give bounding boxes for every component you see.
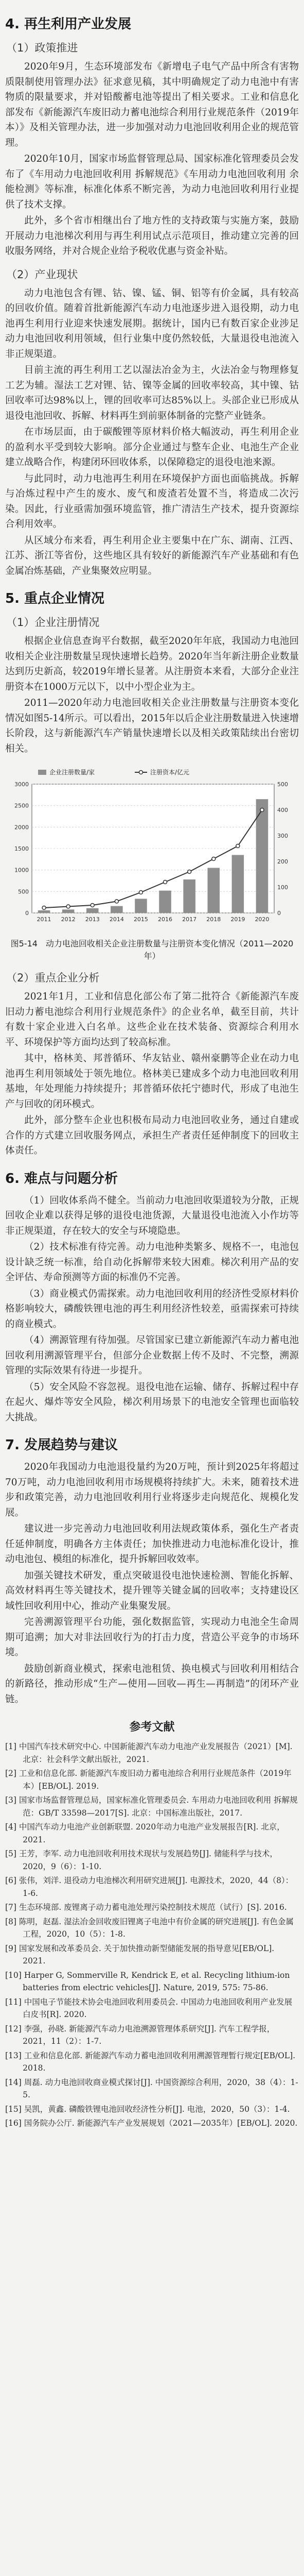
paragraph: （4）溯源管理有待加强。尽管国家已建立新能源汽车动力蓄电池回收利用溯源管理平台，但部分企业数据上传不及时、不完整，溯源管理的实际效果有待进一步提升。	[5, 1335, 299, 1376]
line-point	[188, 870, 191, 874]
y-left-tick-label: 2500	[14, 802, 29, 809]
y-right-tick-label: 100	[277, 884, 288, 891]
y-right-tick-label: 200	[277, 858, 288, 865]
paragraph: 2020年我国动力电池退役量约为20万吨，预计到2025年将超过70万吨，动力电池回收利用市场规模将持续扩大。未来，随着技术进步和政策完善，动力电池回收利用行业将逐步走向规范化、规模化发展。	[5, 1462, 299, 1518]
paragraph: （5）安全风险不容忽视。退役电池在运输、储存、拆解过程中存在起火、爆炸等安全风险，梯次利用场景下的电池安全管理也面临较大挑战。	[5, 1381, 299, 1423]
figure-caption: 图5-14 动力电池回收相关企业注册数量与注册资本变化情况（2011—2020年）	[10, 939, 294, 961]
reference-item: [3] 国家市场监督管理总局，国家标准化管理委员会. 车用动力电池回收利用 拆解规范：GB/T 33598—2017[S]. 北京：中国标准出版社，2017.	[5, 1795, 298, 1818]
line-point	[66, 905, 70, 908]
paragraph: 此外，多个省市相继出台了地方性的支持政策与实施方案，鼓励开展动力电池梯次利用与再生利用试点示范项目，推动建立完善的回收服务网络，并对合规企业给予税收优惠与资金补贴。	[5, 215, 299, 257]
x-tick-label: 2011	[37, 916, 51, 923]
section-heading: 4. 再生利用产业发展	[5, 16, 132, 32]
y-left-tick-label: 1500	[14, 845, 29, 852]
paragraph: 2021年1月，工业和信息化部公布了第二批符合《新能源汽车废旧动力蓄电池综合利用行业规范条件》的企业名单，截至目前，共计有数十家企业进入白名单。这些企业在技术装备、资源综合利用水平、环境保护等方面均达到了较高标准。	[5, 991, 299, 1048]
subsection-heading: （2）产业现状	[6, 268, 78, 281]
bar	[38, 910, 50, 913]
section-heading: 6. 难点与问题分析	[5, 1171, 118, 1187]
line-point	[212, 857, 216, 861]
bar	[135, 899, 147, 913]
reference-item: [9] 国家发展和改革委员会. 关于加快推动新型储能发展的指导意见[EB/OL]. 2021.	[5, 1943, 275, 1965]
y-right-tick-label: 500	[277, 781, 288, 788]
bar	[111, 906, 123, 913]
x-tick-label: 2014	[109, 916, 124, 923]
reference-item: [14] 周磊. 动力电池回收商业模式探讨[J]. 中国资源综合利用，2020，38（4）：1-5.	[5, 2077, 298, 2099]
paragraph: （2）技术标准有待完善。动力电池种类繁多、规格不一，电池包设计缺乏统一标准，给自动化拆解带来较大困难。梯次利用产品的安全评估、寿命预测等方面的标准仍不完善。	[5, 1242, 299, 1283]
reference-item: [15] 吴凯，黄鑫. 磷酸铁锂电池回收经济性分析[J]. 电池，2020，50（3）：1-4.	[5, 2104, 290, 2114]
legend-line-marker	[139, 771, 143, 774]
subsection-heading: （1）企业注册情况	[6, 616, 100, 629]
paragraph: 此外，部分整车企业也积极布局动力电池回收业务，通过自建或合作的方式建立回收服务网点，承担生产者责任延伸制度下的回收主体责任。	[5, 1115, 299, 1156]
references-heading: 参考文献	[129, 1721, 175, 1734]
paragraph: 在市场层面，由于碳酸锂等原材料价格大幅波动，再生利用企业的盈利水平受到较大影响。部分企业通过与整车企业、电池生产企业建立战略合作，构建闭环回收体系，以保障稳定的退役电池来源。	[5, 427, 299, 468]
bar	[62, 909, 75, 913]
x-tick-label: 2013	[85, 916, 100, 923]
x-tick-label: 2018	[206, 916, 221, 923]
paragraph: 其中，格林美、邦普循环、华友钴业、赣州豪鹏等企业在动力电池再生利用领域处于领先地位。格林美已建成多个动力电池回收利用基地，年处理能力持续提升；邦普循环依托宁德时代，形成了电池生产与回收的闭环模式。	[5, 1053, 299, 1110]
x-tick-label: 2017	[182, 916, 197, 923]
paragraph: 2011—2020年动力电池回收相关企业注册数量与注册资本变化情况如图5-14所示。可以看出，2015年以后企业注册数量进入快速增长阶段，这与新能源汽车产销量快速增长以及相关政策陆续出台密切相关。	[5, 698, 299, 754]
paragraph: 根据企业信息查询平台数据，截至2020年年底，我国动力电池回收相关企业注册数量呈现快速增长趋势。2020年当年新注册企业数量达到历史新高，较2019年增长显著。从注册资本来看，大部分企业注册资本在1000万元以下，以中小型企业为主。	[5, 636, 299, 692]
paragraph: 鼓励创新商业模式，探索电池租赁、换电模式与回收利用相结合的新路径，推动形成“生产—使用—回收—再生—再制造”的闭环产业链。	[5, 1663, 299, 1705]
line-point	[260, 808, 264, 812]
paragraph: 与此同时，动力电池再生利用在环境保护方面也面临挑战。拆解与冶炼过程中产生的废水、废气和废渣若处置不当，将造成二次污染。因此，行业亟需加强环境监管，推广清洁生产技术，提升资源综合利用效率。	[5, 473, 299, 530]
subsection-heading: （1）政策推进	[6, 42, 78, 54]
y-right-tick-label: 0	[277, 910, 281, 917]
paragraph: 目前主流的再生利用工艺以湿法冶金为主，火法冶金与物理修复工艺为辅。湿法工艺对锂、钴、镍等金属的回收率较高，其中镍、钴回收率可达98%以上，锂的回收率可达85%以上。头部企业已形成从退役电池回收、拆解、材料再生到前驱体制备的完整产业链条。	[5, 365, 299, 421]
bar	[232, 855, 244, 913]
y-right-tick-label: 400	[277, 807, 288, 814]
registration-chart	[5, 764, 299, 934]
reference-item: [11] 中国电子节能技术协会电池回收利用委员会. 中国动力电池回收利用产业发展白皮书[R]. 2020.	[5, 1997, 293, 2019]
section-heading: 5. 重点企业情况	[5, 591, 105, 606]
paragraph: 完善溯源管理平台功能，强化数据监管，实现动力电池全生命周期可追溯；加大对非法回收行为的打击力度，营造公平竞争的市场环境。	[5, 1617, 299, 1658]
x-tick-label: 2015	[133, 916, 148, 923]
reference-item: [6] 张伟，刘洋. 退役动力电池梯次利用研究进展[J]. 电源技术，2020，44（8）：1-6.	[5, 1876, 294, 1898]
line-point	[42, 906, 46, 910]
x-tick-label: 2016	[158, 916, 173, 923]
reference-item: [8] 陈明，赵磊. 湿法冶金回收废旧锂离子电池中有价金属的研究进展[J]. 有色金属工程，2020，10（5）：1-8.	[5, 1917, 294, 1939]
bar	[207, 868, 220, 913]
x-tick-label: 2019	[230, 916, 245, 923]
line-point	[236, 844, 240, 848]
y-right-tick-label: 300	[277, 833, 288, 839]
bar	[159, 891, 171, 913]
reference-list	[5, 1740, 299, 2130]
reference-item: [5] 王芳，李军. 动力电池回收利用技术现状与发展趋势[J]. 储能科学与技术，2020，9（6）：1-10.	[5, 1849, 278, 1871]
reference-item: [16] 国务院办公厅. 新能源汽车产业发展规划（2021—2035年）[EB/OL]. 2020.	[5, 2119, 298, 2128]
paragraph: 建议进一步完善动力电池回收利用法规政策体系，强化生产者责任延伸制度，明确各方主体责任；加快推进动力电池标准化设计，推动电池包、模组的标准化，提升拆解回收效率。	[5, 1523, 299, 1565]
reference-item: [2] 工业和信息化部. 新能源汽车废旧动力蓄电池综合利用行业规范条件（2019年本）[EB/OL]. 2019.	[5, 1769, 292, 1791]
legend-bar-swatch	[38, 770, 46, 775]
reference-item: [1] 中国汽车技术研究中心. 中国新能源汽车动力电池产业发展报告（2021）[M]. 北京：社会科学文献出版社，2021.	[5, 1742, 293, 1764]
line-point	[164, 880, 167, 884]
legend-label: 注册资本/亿元	[150, 769, 190, 776]
reference-item: [12] 李强，孙晓. 新能源汽车动力电池溯源管理体系研究[J]. 汽车工程学报，2021，11（2）：1-7.	[5, 2024, 275, 2046]
paragraph: 动力电池包含有锂、钴、镍、锰、铜、铝等有价金属，具有较高的回收价值。随着首批新能源汽车动力电池逐步进入退役期，动力电池再生利用行业迎来快速发展期。据统计，国内已有数百家企业涉足动力电池回收利用领域，但行业集中度仍然较低，大量退役电池流入非正规渠道。	[5, 287, 299, 360]
reference-item: [4] 中国汽车动力电池产业创新联盟. 2020年动力电池产业发展报告[R]. 北京，2021.	[5, 1822, 285, 1844]
y-left-tick-label: 2000	[14, 824, 29, 831]
line-point	[115, 900, 118, 903]
y-left-tick-label: 500	[18, 888, 29, 895]
y-left-tick-label: 1000	[14, 867, 29, 874]
reference-item: [7] 生态环境部. 废锂离子动力蓄电池处理污染控制技术规范（试行）[S]. 2016.	[5, 1903, 287, 1912]
paragraph: 2020年9月，生态环境部发布《新增电子电气产品中所含有害物质限制使用管理办法》征求意见稿，其中明确规定了动力电池中有害物质的限量要求，并对铅酸蓄电池等提出了相关要求。工业和信息化部发布《新能源汽车废旧动力蓄电池综合利用行业规范条件（2019年本）》及相关管理办法，进一步加强对动力电池回收利用企业的规范管理。	[5, 61, 299, 148]
paragraph: 从区域分布来看，再生利用企业主要集中在广东、湖南、江西、江苏、浙江等省份，这些地区具有较好的新能源汽车产业基础和有色金属冶炼基础，产业集聚效应明显。	[5, 535, 299, 577]
paragraph: 2020年10月，国家市场监督管理总局、国家标准化管理委员会发布了《车用动力电池回收利用 拆解规范》《车用动力电池回收利用 余能检测》等标准，标准化体系不断完善，为动力电池回收利用行业提供了技术支撑。	[5, 154, 299, 210]
subsection-heading: （2）重点企业分析	[6, 972, 100, 984]
bar	[86, 908, 99, 913]
reference-item: [10] Harper G, Sommerville R, Kendrick E, et al. Recycling lithium-ion batteries from electric vehicles[J]. Nature, 2019, 575: 75-86.	[5, 1970, 290, 1992]
bar	[183, 879, 195, 913]
y-left-tick-label: 0	[25, 910, 29, 917]
x-tick-label: 2012	[61, 916, 76, 923]
line-point	[139, 891, 142, 894]
reference-item: [13] 工业和信息化部. 新能源汽车动力蓄电池回收利用溯源管理暂行规定[EB/OL]. 2018.	[5, 2050, 296, 2073]
y-left-tick-label: 3000	[14, 781, 29, 788]
paragraph: （1）回收体系尚不健全。当前动力电池回收渠道较为分散，正规回收企业难以获得足够的退役电池货源，大量退役电池流入小作坊等非正规渠道，存在较大的安全与环境隐患。	[5, 1195, 299, 1236]
legend-label: 企业注册数量/家	[49, 769, 95, 776]
section-heading: 7. 发展趋势与建议	[5, 1437, 118, 1453]
line-point	[91, 904, 94, 907]
chart-container	[5, 764, 299, 936]
paragraph: 加强关键技术研发，重点突破退役电池快速检测、智能化拆解、高效材料再生等关键技术，提升锂等关键金属的回收率；支持建设区域性回收利用中心，推动产业集聚发展。	[5, 1570, 299, 1612]
x-tick-label: 2020	[255, 916, 270, 923]
paragraph: （3）商业模式仍需探索。动力电池回收利用的经济性受原材料价格影响较大，磷酸铁锂电池的再生利用经济性较差，亟需探索可持续的商业模式。	[5, 1288, 299, 1330]
